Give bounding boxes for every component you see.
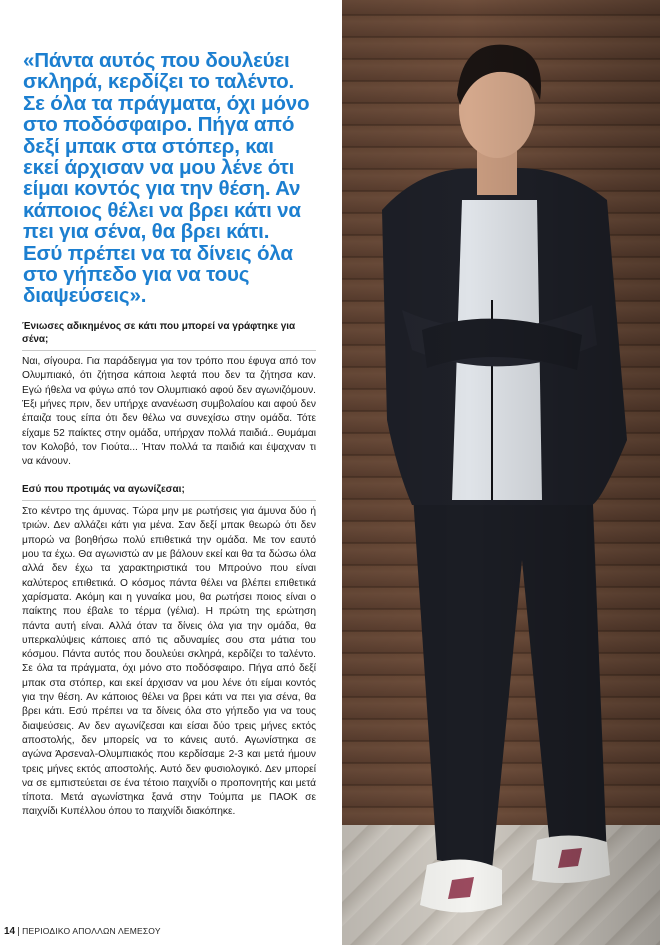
player-photo bbox=[342, 0, 660, 945]
interview-answer: Ναι, σίγουρα. Για παράδειγμα για τον τρόπο που έφυγα από τον Ολυμπιακό, ότι ζήτησα κάποια λεφτά που δεν τα ζήτησα καν. Εγώ ήθελα να φύγω από τον Ολυμπιακό αφού δεν αγωνιζόμουν. Έξι μήνες πριν, δεν υπήρχε ανανέωση συμβολαίου και αφού δεν έπαιζα τους είπα ότι δεν θέλω να συνεχίσω στην ομάδα. Τότε είχαμε 52 παίκτες στην ομάδα, υπήρχαν πολλά παιδιά.. Θυμάμαι τον Κολοβό, τον Γιούτα... Ήταν πολλά τα παιδιά και έψαχναν τι να κάνουν. bbox=[22, 356, 316, 468]
page-number: 14 bbox=[4, 925, 16, 937]
pull-quote: «Πάντα αυτός που δουλεύει σκληρά, κερδίζει το ταλέντο. Σε όλα τα πράγματα, όχι μόνο στο ποδόσφαιρο. Πήγα από δεξί μπακ στα στόπερ, και εκεί άρχισαν να μου λένε ότι είμαι κοντός για την θέση. Αν κάποιος θέλει να βρει κάτι να πει για σένα, θα βρει κάτι. Εσύ πρέπει να τα δίνεις όλα στο γήπεδο για να τους διαψεύσεις». bbox=[23, 49, 310, 308]
interview-answer: Στο κέντρο της άμυνας. Τώρα μην με ρωτήσεις για άμυνα δύο ή τριών. Δεν αλλάζει κάτι για μένα. Σαν δεξί μπακ θεωρώ ότι δεν μπορώ να βοηθήσω πολύ επιθετικά την ομάδα. Με τον εαυτό μου τα έχω. Θα αγωνιστώ αν με βάλουν εκεί και θα τα δώσω όλα αλλά δεν έχω τα χαρακτηριστικά του Μπρούνο που είναι καλύτερος επιθετικά. Ο κόσμος πάντα θέλει να βλέπει επιθετικά χαρίσματα. Ακόμη και η γυναίκα μου, θα ρωτήσει ποιος είναι ο παίκτης που έβαλε το τέρμα (γέλια). Η πρώτη της ερώτηση πάντα αυτή είναι. Αλλά όταν τα δίνεις όλα για την ομάδα, θα υπερκαλύψεις κάποιες από τις αδυναμίες σου στα μάτια του κόσμου. Πάντα αυτός που δουλεύει σκληρά, κερδίζει το ταλέντο. Σε όλα τα πράγματα, όχι μόνο στο ποδόσφαιρο. Πήγα από δεξί μπακ στα στόπερ, και εκεί άρχισαν να μου λένε ότι είμαι κοντός για την θέση. Αν κάποιος θέλει να βρει κάτι να πει για σένα, θα βρει κάτι. Εσύ πρέπει να τα δίνεις όλα στο γήπεδο για να τους διαψεύσεις. Αν δεν αγωνίζεσαι και είσαι δύο τρεις μήνες εκτός αποστολής, δεν μπορείς να το κάνεις αυτό. Αγωνίστηκα σε αγώνα Άρσεναλ-Ολυμπιακός που κερδίσαμε 2-3 και μετά ήμουν τρεις μήνες εκτός αποστολής. Αυτό δεν φυσιολογικό. Δεν μπορεί να σε εμπιστεύεται σε ένα τέτοιο παιχνίδι ο προπονητής και μετά τίποτα. Μετά αγωνίστηκα ξανά στην Τούμπα με ΠΑΟΚ σε παιχνίδι Κυπέλλου όπου το παιχνίδι διακόπηκε. bbox=[22, 506, 316, 818]
page-footer bbox=[0, 922, 161, 940]
interview-question: Ένιωσες αδικημένος σε κάτι που μπορεί να γράφτηκε για σένα; bbox=[22, 321, 316, 351]
interview-text bbox=[22, 321, 316, 820]
footer-divider bbox=[18, 927, 19, 936]
interview-question: Εσύ που προτιμάς να αγωνίζεσαι; bbox=[22, 484, 316, 502]
magazine-name: ΠΕΡΙΟΔΙΚΟ ΑΠΟΛΛΩΝ ΛΕΜΕΣΟΥ bbox=[22, 926, 161, 936]
